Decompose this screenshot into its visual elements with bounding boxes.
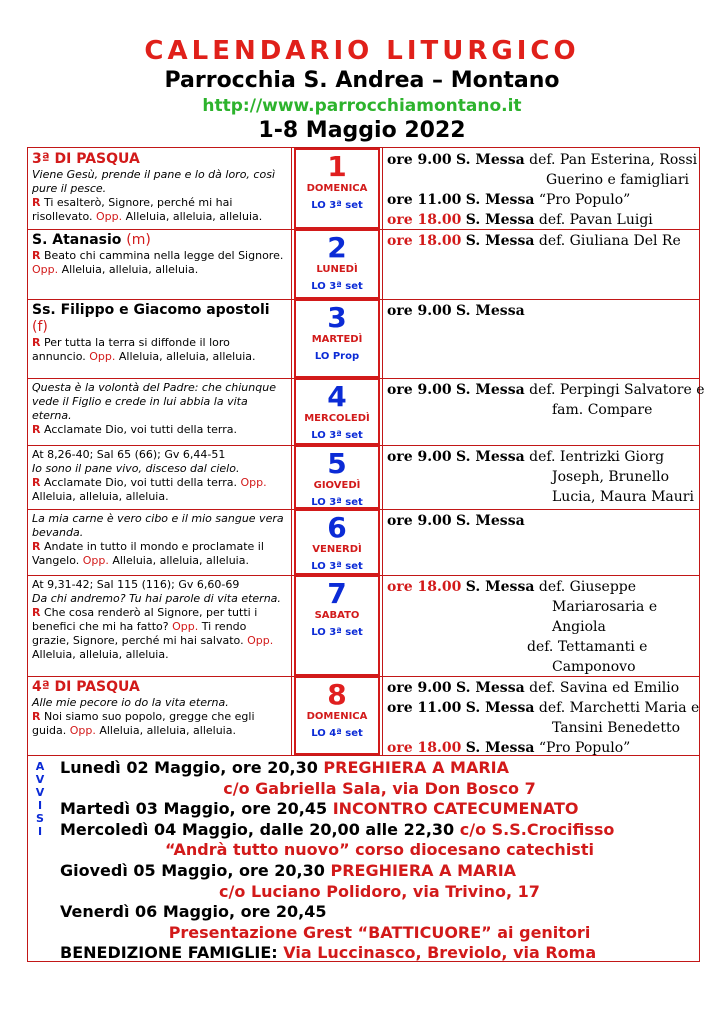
mass-label: S. Messa bbox=[456, 152, 525, 168]
psalm-response: R Ti esalterò, Signore, perché mi hai risollevato. Opp. Alleluia, alleluia, alleluia. bbox=[32, 196, 263, 223]
gospel-verse: Viene Gesù, prende il pane e lo dà loro, così pure il pesce. bbox=[32, 168, 275, 195]
gospel-verse: Alle mie pecore io do la vita eterna. bbox=[32, 696, 229, 709]
liturgy-cell bbox=[28, 378, 292, 445]
mass-line bbox=[387, 718, 695, 738]
opp-marker: Opp. bbox=[96, 210, 123, 223]
avvisi-letter: S bbox=[36, 812, 44, 825]
opp-marker: Opp. bbox=[172, 620, 199, 633]
mass-time: ore 18.00 bbox=[387, 740, 462, 756]
psalm-response: R Andate in tutto il mondo e proclamate il Vangelo. Opp. Alleluia, alleluia, alleluia. bbox=[32, 540, 264, 567]
liturgy-cell bbox=[28, 229, 292, 299]
avvisi-letter: V bbox=[35, 786, 45, 799]
mass-line bbox=[387, 150, 698, 170]
liturgy-of-hours: LO 3ª set bbox=[311, 281, 363, 292]
response-marker: R bbox=[32, 196, 41, 209]
notice-line: “Andrà tutto nuovo” corso diocesano catechisti bbox=[165, 840, 594, 860]
notice-when: Mercoledì 04 Maggio, dalle 20,00 alle 22,30 bbox=[60, 819, 460, 839]
opp-marker: Opp. bbox=[240, 476, 267, 489]
weekday-name: VENERDÌ bbox=[312, 544, 362, 555]
liturgy-cell bbox=[28, 509, 292, 575]
mass-time: ore 11.00 bbox=[387, 192, 462, 208]
notice-line bbox=[60, 820, 699, 841]
liturgy-of-hours: LO 3ª set bbox=[311, 561, 363, 572]
weekday-name: DOMENICA bbox=[306, 711, 368, 722]
mass-line bbox=[387, 380, 705, 400]
mass-intention: def. Giuseppe bbox=[534, 579, 637, 595]
response-marker: R bbox=[32, 710, 41, 723]
mass-intention: def. Pan Esterina, Rossi bbox=[524, 152, 698, 168]
response-marker: R bbox=[32, 336, 41, 349]
liturgy-title: S. Atanasio (m) bbox=[32, 232, 151, 248]
notice-what: INCONTRO CATECUMENATO bbox=[332, 799, 579, 819]
mass-line bbox=[387, 190, 695, 210]
notice-what: PREGHIERA A MARIA bbox=[330, 860, 517, 880]
mass-cell bbox=[382, 509, 699, 575]
day-box bbox=[294, 676, 380, 755]
day-number: 7 bbox=[327, 577, 347, 610]
mass-intention: def. Giuliana Del Re bbox=[534, 233, 681, 249]
mass-label: S. Messa bbox=[456, 449, 525, 465]
psalm-response: R Noi siamo suo popolo, gregge che egli guida. Opp. Alleluia, alleluia, alleluia. bbox=[32, 710, 255, 737]
psalm-response: R Acclamate Dio, voi tutti della terra. bbox=[32, 423, 238, 436]
day-row bbox=[28, 148, 699, 230]
mass-intention: def. Marchetti Maria e bbox=[534, 700, 700, 716]
mass-time: ore 9.00 bbox=[387, 513, 452, 529]
liturgy-of-hours: LO 3ª set bbox=[311, 627, 363, 638]
mass-cell bbox=[382, 299, 699, 378]
liturgy-cell bbox=[28, 445, 292, 509]
response-marker: R bbox=[32, 476, 41, 489]
gospel-verse: Io sono il pane vivo, disceso dal cielo. bbox=[32, 462, 240, 475]
day-number: 4 bbox=[327, 380, 347, 413]
weekday-name: GIOVEDÌ bbox=[313, 480, 361, 491]
opp-marker: Opp. bbox=[32, 263, 59, 276]
liturgy-of-hours: LO Prop bbox=[314, 351, 360, 362]
notice-line: Presentazione Grest “BATTICUORE” ai genitori bbox=[168, 922, 591, 942]
day-box bbox=[294, 445, 380, 509]
mass-intention: def. Savina ed Emilio bbox=[524, 680, 680, 696]
weekday-name: DOMENICA bbox=[306, 183, 368, 194]
notice-when: Martedì 03 Maggio, ore 20,45 bbox=[60, 799, 333, 819]
psalm-response: R Beato chi cammina nella legge del Signore. Opp. Alleluia, alleluia, alleluia. bbox=[32, 249, 284, 276]
notice-line bbox=[60, 799, 699, 820]
mass-line bbox=[387, 210, 695, 230]
day-row bbox=[28, 378, 705, 446]
mass-intention-cont: Mariarosaria e bbox=[552, 599, 658, 615]
liturgy-of-hours: LO 3ª set bbox=[311, 497, 363, 508]
avvisi-list bbox=[60, 758, 699, 964]
weekday-name: LUNEDÌ bbox=[316, 264, 358, 275]
notice-when: BENEDIZIONE FAMIGLIE: bbox=[60, 943, 284, 963]
day-box bbox=[294, 299, 380, 378]
mass-time: ore 9.00 bbox=[387, 449, 452, 465]
gospel-verse: La mia carne è vero cibo e il mio sangue vera bevanda. bbox=[32, 512, 284, 539]
mass-time: ore 18.00 bbox=[387, 233, 462, 249]
scripture-ref: At 8,26-40; Sal 65 (66); Gv 6,44-51 bbox=[32, 448, 226, 461]
notice-when: Venerdì 06 Maggio, ore 20,45 bbox=[60, 902, 327, 922]
weekday-name: SABATO bbox=[314, 610, 360, 621]
day-row bbox=[28, 445, 699, 510]
mass-label: S. Messa bbox=[465, 740, 535, 756]
liturgy-title: 3ª DI PASQUA bbox=[32, 151, 140, 167]
mass-intention: def. Perpingi Salvatore e bbox=[524, 382, 705, 398]
mass-line bbox=[387, 657, 695, 677]
mass-intention-cont: def. Tettamanti e bbox=[527, 639, 648, 655]
notice-line: c/o Luciano Polidoro, via Trivino, 17 bbox=[219, 881, 540, 901]
mass-time: ore 9.00 bbox=[387, 152, 452, 168]
response-marker: R bbox=[32, 540, 41, 553]
mass-line bbox=[387, 467, 695, 487]
avvisi-letter: I bbox=[37, 799, 43, 812]
parish-name: Parrocchia S. Andrea – Montano bbox=[164, 68, 560, 93]
day-number: 3 bbox=[327, 301, 347, 334]
mass-intention-cont: fam. Compare bbox=[552, 402, 653, 418]
psalm-response: R Acclamate Dio, voi tutti della terra. Opp. Alleluia, alleluia, alleluia. bbox=[32, 476, 267, 503]
day-number: 6 bbox=[327, 511, 347, 544]
avvisi-letter: I bbox=[37, 825, 43, 838]
mass-intention-cont: Tansini Benedetto bbox=[552, 720, 681, 736]
avvisi-label bbox=[32, 760, 48, 838]
mass-line bbox=[387, 597, 695, 617]
parish-url[interactable]: http://www.parrocchiamontano.it bbox=[202, 96, 522, 116]
day-number: 2 bbox=[327, 231, 347, 264]
mass-label: S. Messa bbox=[456, 680, 525, 696]
mass-label: S. Messa bbox=[465, 192, 535, 208]
calendar-table bbox=[27, 147, 705, 963]
mass-intention-cont: Lucia, Maura Mauri bbox=[552, 489, 694, 505]
mass-line bbox=[387, 447, 695, 467]
day-box bbox=[294, 148, 380, 229]
liturgy-title: Ss. Filippo e Giacomo apostoli (f) bbox=[32, 302, 270, 335]
mass-line bbox=[387, 170, 695, 190]
scripture-ref: At 9,31-42; Sal 115 (116); Gv 6,60-69 bbox=[32, 578, 240, 591]
mass-line bbox=[387, 678, 695, 698]
mass-intention: “Pro Populo” bbox=[534, 740, 631, 756]
mass-label: S. Messa bbox=[465, 700, 535, 716]
mass-label: S. Messa bbox=[465, 212, 535, 228]
weekday-name: MARTEDÌ bbox=[311, 334, 363, 345]
mass-line bbox=[387, 637, 695, 657]
psalm-response: R Che cosa renderò al Signore, per tutti i benefici che mi ha fatto? Opp. Ti rendo grazie, Signore, perché mi hai salvato. Opp. Alleluia, alleluia, alleluia. bbox=[32, 606, 274, 661]
liturgy-title: 4ª DI PASQUA bbox=[32, 679, 140, 695]
mass-line bbox=[387, 511, 695, 531]
page-title: CALENDARIO LITURGICO bbox=[144, 36, 580, 66]
psalm-response: R Per tutta la terra si diffonde il loro annuncio. Opp. Alleluia, alleluia, alleluia. bbox=[32, 336, 256, 363]
mass-line bbox=[387, 400, 695, 420]
mass-intention: def. Pavan Luigi bbox=[534, 212, 653, 228]
day-row bbox=[28, 299, 699, 379]
response-marker: R bbox=[32, 423, 41, 436]
day-row bbox=[28, 575, 699, 677]
mass-time: ore 9.00 bbox=[387, 680, 452, 696]
notice-when: Giovedì 05 Maggio, ore 20,30 bbox=[60, 860, 331, 880]
day-number: 5 bbox=[327, 447, 347, 480]
liturgy-cell bbox=[28, 299, 292, 378]
notice-line bbox=[60, 758, 699, 779]
notice-line bbox=[60, 902, 699, 923]
mass-cell bbox=[382, 575, 699, 676]
mass-time: ore 9.00 bbox=[387, 303, 452, 319]
mass-line bbox=[387, 487, 695, 507]
day-box bbox=[294, 575, 380, 676]
response-marker: R bbox=[32, 249, 41, 262]
mass-time: ore 18.00 bbox=[387, 212, 462, 228]
response-marker: R bbox=[32, 606, 41, 619]
rank-suffix: (f) bbox=[32, 319, 48, 335]
mass-label: S. Messa bbox=[456, 382, 525, 398]
mass-time: ore 9.00 bbox=[387, 382, 452, 398]
notice-what: c/o S.S.Crocifisso bbox=[459, 819, 615, 839]
mass-line bbox=[387, 617, 695, 637]
mass-line bbox=[387, 698, 700, 718]
opp-marker: Opp. bbox=[89, 350, 116, 363]
mass-cell bbox=[382, 445, 699, 509]
mass-time: ore 11.00 bbox=[387, 700, 462, 716]
notice-what: Via Luccinasco, Breviolo, via Roma bbox=[283, 943, 597, 963]
liturgy-cell bbox=[28, 575, 292, 676]
notice-line bbox=[60, 943, 699, 964]
opp-marker: Opp. bbox=[69, 724, 96, 737]
mass-label: S. Messa bbox=[465, 233, 535, 249]
mass-label: S. Messa bbox=[456, 303, 525, 319]
notice-when: Lunedì 02 Maggio, ore 20,30 bbox=[60, 758, 324, 777]
notice-what: PREGHIERA A MARIA bbox=[323, 758, 509, 777]
liturgy-cell bbox=[28, 676, 292, 755]
mass-cell bbox=[382, 229, 699, 299]
day-number: 8 bbox=[327, 678, 347, 711]
mass-label: S. Messa bbox=[465, 579, 535, 595]
mass-label: S. Messa bbox=[456, 513, 525, 529]
mass-line bbox=[387, 231, 695, 251]
mass-time: ore 18.00 bbox=[387, 579, 462, 595]
rank-suffix: (m) bbox=[126, 232, 151, 248]
avvisi-section bbox=[28, 755, 699, 962]
gospel-verse: Questa è la volontà del Padre: che chiunque vede il Figlio e crede in lui abbia la vita eterna. bbox=[32, 381, 276, 422]
date-range: 1-8 Maggio 2022 bbox=[258, 118, 466, 143]
day-box bbox=[294, 378, 380, 445]
mass-line bbox=[387, 577, 695, 597]
liturgy-of-hours: LO 3ª set bbox=[311, 200, 363, 211]
mass-cell bbox=[382, 378, 705, 445]
mass-cell bbox=[382, 676, 699, 755]
mass-intention-cont: Guerino e famigliari bbox=[545, 172, 689, 188]
mass-intention: “Pro Populo” bbox=[534, 192, 631, 208]
liturgy-of-hours: LO 3ª set bbox=[311, 430, 363, 441]
day-row bbox=[28, 676, 699, 755]
opp-marker: Opp. bbox=[82, 554, 109, 567]
mass-cell bbox=[382, 148, 699, 229]
mass-line bbox=[387, 301, 695, 321]
avvisi-letter: A bbox=[35, 760, 45, 773]
mass-intention-cont: Joseph, Brunello bbox=[552, 469, 670, 485]
opp-marker: Opp. bbox=[247, 634, 274, 647]
day-row bbox=[28, 229, 699, 300]
day-box bbox=[294, 509, 380, 575]
avvisi-letter: V bbox=[35, 773, 45, 786]
weekday-name: MERCOLEDÌ bbox=[304, 413, 370, 424]
mass-intention-cont: Camponovo bbox=[552, 659, 636, 675]
notice-line bbox=[60, 861, 699, 882]
notice-line: c/o Gabriella Sala, via Don Bosco 7 bbox=[223, 778, 536, 798]
day-number: 1 bbox=[327, 150, 347, 183]
day-row bbox=[28, 509, 699, 576]
liturgy-cell bbox=[28, 148, 292, 229]
gospel-verse: Da chi andremo? Tu hai parole di vita eterna. bbox=[32, 592, 281, 605]
mass-intention-cont: Angiola bbox=[552, 619, 606, 635]
day-box bbox=[294, 229, 380, 299]
mass-intention: def. Ientrizki Giorg bbox=[524, 449, 665, 465]
liturgy-of-hours: LO 4ª set bbox=[311, 728, 363, 739]
